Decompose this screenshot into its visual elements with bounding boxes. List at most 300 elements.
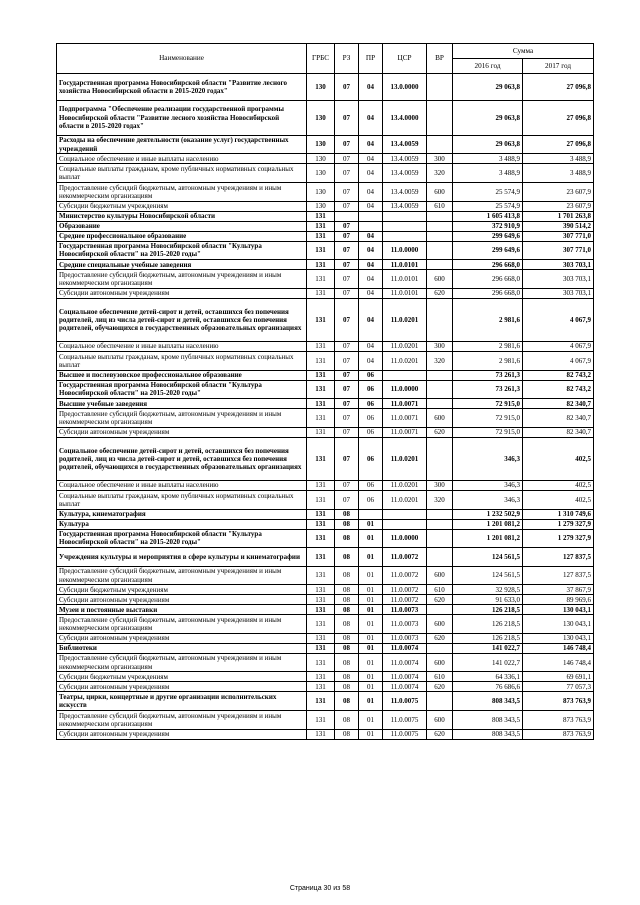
row-rz: 08	[335, 682, 359, 692]
row-name: Субсидии автономным учреждениям	[57, 682, 307, 692]
header-pr: ПР	[359, 44, 383, 74]
row-rz: 07	[335, 380, 359, 399]
row-pr: 04	[359, 341, 383, 351]
row-sum-2017: 27 096,8	[523, 100, 594, 135]
row-sum-2016: 141 022,7	[453, 653, 523, 672]
row-name: Субсидии бюджетным учреждениям	[57, 585, 307, 595]
row-pr	[359, 221, 383, 231]
table-row	[57, 270, 594, 289]
row-rz: 08	[335, 605, 359, 615]
row-grbs: 131	[307, 241, 335, 260]
table-row	[57, 615, 594, 634]
row-name: Высшее и послевузовское профессиональное образование	[57, 370, 307, 380]
row-sum-2017: 23 607,9	[523, 201, 594, 211]
row-sum-2016: 29 063,8	[453, 74, 523, 101]
row-name: Предоставление субсидий бюджетным, автономным учреждениям и иным некоммерческим организациям	[57, 653, 307, 672]
row-sum-2017: 4 067,9	[523, 351, 594, 370]
row-vr: 620	[427, 595, 453, 605]
table-row	[57, 480, 594, 490]
table-row	[57, 380, 594, 399]
table-row	[57, 100, 594, 135]
row-name: Социальные выплаты гражданам, кроме публичных нормативных социальных выплат	[57, 351, 307, 370]
row-sum-2017: 3 488,9	[523, 154, 594, 164]
row-vr	[427, 529, 453, 548]
row-sum-2016: 808 343,5	[453, 711, 523, 730]
table-row	[57, 711, 594, 730]
table-row	[57, 201, 594, 211]
row-vr: 610	[427, 585, 453, 595]
row-sum-2016: 1 232 502,9	[453, 509, 523, 519]
row-grbs: 130	[307, 164, 335, 183]
row-sum-2016: 72 915,0	[453, 399, 523, 409]
row-rz: 07	[335, 74, 359, 101]
row-sum-2016: 3 488,9	[453, 164, 523, 183]
row-rz: 07	[335, 201, 359, 211]
row-sum-2016: 29 063,8	[453, 100, 523, 135]
row-rz: 08	[335, 566, 359, 585]
row-pr: 01	[359, 529, 383, 548]
row-grbs: 131	[307, 370, 335, 380]
row-grbs: 131	[307, 529, 335, 548]
row-csr: 11.0.0073	[383, 615, 427, 634]
row-sum-2016: 126 218,5	[453, 615, 523, 634]
row-sum-2016: 76 686,6	[453, 682, 523, 692]
row-name: Предоставление субсидий бюджетным, автономным учреждениям и иным некоммерческим организациям	[57, 182, 307, 201]
row-sum-2017: 82 743,2	[523, 380, 594, 399]
row-sum-2017: 303 703,1	[523, 260, 594, 270]
row-sum-2016: 299 649,6	[453, 231, 523, 241]
table-row	[57, 154, 594, 164]
row-name: Подпрограмма "Обеспечение реализации государственной программы Новосибирской области "Развитие лесного хозяйства Новосибирской области в 2015-2020 годах"	[57, 100, 307, 135]
row-pr: 06	[359, 490, 383, 509]
row-sum-2016: 1 605 413,8	[453, 211, 523, 221]
budget-sheet	[56, 43, 593, 740]
table-row	[57, 633, 594, 643]
row-sum-2017: 390 514,2	[523, 221, 594, 231]
row-vr	[427, 260, 453, 270]
row-name: Культура	[57, 519, 307, 529]
table-row	[57, 288, 594, 298]
row-vr	[427, 74, 453, 101]
row-sum-2016: 1 201 081,2	[453, 529, 523, 548]
row-grbs: 131	[307, 672, 335, 682]
row-rz: 07	[335, 260, 359, 270]
row-sum-2016: 91 633,0	[453, 595, 523, 605]
row-rz: 07	[335, 480, 359, 490]
row-grbs: 131	[307, 682, 335, 692]
row-sum-2017: 4 067,9	[523, 298, 594, 341]
row-pr: 04	[359, 260, 383, 270]
row-rz: 07	[335, 341, 359, 351]
row-sum-2016: 124 561,5	[453, 548, 523, 567]
row-sum-2017: 130 043,1	[523, 615, 594, 634]
row-sum-2017: 303 703,1	[523, 288, 594, 298]
table-row	[57, 490, 594, 509]
row-rz: 07	[335, 182, 359, 201]
row-vr	[427, 509, 453, 519]
row-vr: 600	[427, 711, 453, 730]
row-rz: 08	[335, 692, 359, 711]
row-name: Социальное обеспечение детей-сирот и детей, оставшихся без попечения родителей, лиц из числа детей-сирот и детей, оставшихся без попечения родителей, обучающихся в государственных образовательных организациях	[57, 437, 307, 480]
row-csr	[383, 221, 427, 231]
row-vr: 600	[427, 566, 453, 585]
row-grbs: 131	[307, 519, 335, 529]
row-vr: 620	[427, 288, 453, 298]
row-sum-2016: 29 063,8	[453, 135, 523, 154]
row-csr: 13.4.0059	[383, 154, 427, 164]
row-rz: 08	[335, 585, 359, 595]
row-vr: 610	[427, 672, 453, 682]
row-vr: 320	[427, 490, 453, 509]
row-sum-2016: 2 981,6	[453, 351, 523, 370]
row-pr: 06	[359, 437, 383, 480]
row-name: Высшие учебные заведения	[57, 399, 307, 409]
row-sum-2016: 32 928,5	[453, 585, 523, 595]
row-vr: 620	[427, 729, 453, 739]
row-pr: 04	[359, 154, 383, 164]
row-sum-2016: 372 910,9	[453, 221, 523, 231]
table-row	[57, 351, 594, 370]
row-name: Учреждения культуры и мероприятия в сфере культуры и кинематографии	[57, 548, 307, 567]
row-pr: 04	[359, 351, 383, 370]
row-grbs: 130	[307, 182, 335, 201]
row-vr	[427, 380, 453, 399]
row-grbs: 131	[307, 231, 335, 241]
row-sum-2016: 124 561,5	[453, 566, 523, 585]
row-pr: 06	[359, 409, 383, 428]
page-number: Страница 30 из 58	[289, 885, 351, 892]
row-pr: 06	[359, 380, 383, 399]
table-row	[57, 164, 594, 183]
row-name: Социальное обеспечение и иные выплаты населению	[57, 341, 307, 351]
row-rz: 08	[335, 595, 359, 605]
row-pr: 04	[359, 201, 383, 211]
row-vr	[427, 437, 453, 480]
row-csr: 11.0.0000	[383, 380, 427, 399]
row-rz: 08	[335, 672, 359, 682]
row-name: Средние специальные учебные заведения	[57, 260, 307, 270]
row-sum-2017: 402,5	[523, 437, 594, 480]
row-vr: 600	[427, 270, 453, 289]
table-row	[57, 643, 594, 653]
row-grbs: 131	[307, 427, 335, 437]
row-csr: 11.0.0000	[383, 241, 427, 260]
row-rz: 08	[335, 509, 359, 519]
row-grbs: 131	[307, 615, 335, 634]
row-pr: 04	[359, 74, 383, 101]
header-rz: РЗ	[335, 44, 359, 74]
row-vr	[427, 100, 453, 135]
row-vr: 320	[427, 351, 453, 370]
row-vr: 620	[427, 427, 453, 437]
row-csr: 11.0.0073	[383, 633, 427, 643]
row-grbs: 131	[307, 211, 335, 221]
row-vr	[427, 231, 453, 241]
row-name: Государственная программа Новосибирской области "Культура Новосибирской области" на 2015-2020 годы"	[57, 241, 307, 260]
table-row	[57, 566, 594, 585]
row-csr: 11.0.0201	[383, 298, 427, 341]
row-vr: 300	[427, 154, 453, 164]
row-grbs: 130	[307, 201, 335, 211]
row-vr	[427, 135, 453, 154]
row-csr: 11.0.0071	[383, 427, 427, 437]
row-rz: 07	[335, 135, 359, 154]
row-pr: 01	[359, 653, 383, 672]
row-rz: 07	[335, 351, 359, 370]
row-rz: 08	[335, 519, 359, 529]
header-sum: Сумма	[453, 44, 594, 59]
row-rz: 08	[335, 548, 359, 567]
row-rz: 07	[335, 241, 359, 260]
table-row	[57, 519, 594, 529]
row-pr: 01	[359, 595, 383, 605]
row-csr: 11.0.0000	[383, 529, 427, 548]
row-rz: 07	[335, 221, 359, 231]
row-sum-2017: 1 279 327,9	[523, 529, 594, 548]
row-sum-2016: 2 981,6	[453, 341, 523, 351]
row-name: Образование	[57, 221, 307, 231]
row-sum-2016: 141 022,7	[453, 643, 523, 653]
row-sum-2017: 130 043,1	[523, 633, 594, 643]
table-row	[57, 341, 594, 351]
table-row	[57, 231, 594, 241]
row-csr: 11.0.0075	[383, 711, 427, 730]
row-grbs: 131	[307, 380, 335, 399]
table-row	[57, 605, 594, 615]
row-grbs: 131	[307, 692, 335, 711]
row-csr: 11.0.0072	[383, 566, 427, 585]
row-rz: 08	[335, 633, 359, 643]
row-sum-2016: 808 343,5	[453, 692, 523, 711]
row-csr: 11.0.0072	[383, 585, 427, 595]
row-sum-2017: 27 096,8	[523, 74, 594, 101]
row-sum-2016: 346,3	[453, 480, 523, 490]
row-sum-2016: 64 336,1	[453, 672, 523, 682]
row-pr: 01	[359, 615, 383, 634]
row-rz: 07	[335, 399, 359, 409]
row-rz: 08	[335, 711, 359, 730]
row-rz: 07	[335, 409, 359, 428]
row-name: Субсидии автономным учреждениям	[57, 427, 307, 437]
row-sum-2017: 127 837,5	[523, 548, 594, 567]
row-pr: 04	[359, 100, 383, 135]
row-grbs: 130	[307, 74, 335, 101]
table-row	[57, 298, 594, 341]
header-csr: ЦСР	[383, 44, 427, 74]
row-sum-2016: 1 201 081,2	[453, 519, 523, 529]
row-name: Субсидии автономным учреждениям	[57, 595, 307, 605]
row-grbs: 131	[307, 605, 335, 615]
row-csr	[383, 370, 427, 380]
row-vr	[427, 519, 453, 529]
row-sum-2017: 37 867,9	[523, 585, 594, 595]
row-grbs: 131	[307, 643, 335, 653]
row-csr: 11.0.0074	[383, 672, 427, 682]
row-sum-2017: 82 340,7	[523, 409, 594, 428]
row-sum-2016: 72 915,0	[453, 409, 523, 428]
row-csr: 11.0.0201	[383, 490, 427, 509]
table-row	[57, 399, 594, 409]
row-name: Государственная программа Новосибирской области "Развитие лесного хозяйства Новосибирской области в 2015-2020 годах"	[57, 74, 307, 101]
row-vr: 300	[427, 341, 453, 351]
row-rz	[335, 211, 359, 221]
row-rz: 07	[335, 100, 359, 135]
row-pr: 06	[359, 370, 383, 380]
row-csr	[383, 231, 427, 241]
row-vr: 620	[427, 682, 453, 692]
row-name: Театры, цирки, концертные и другие организации исполнительских искусств	[57, 692, 307, 711]
row-grbs: 131	[307, 711, 335, 730]
row-pr: 01	[359, 711, 383, 730]
row-grbs: 131	[307, 729, 335, 739]
row-csr: 11.0.0101	[383, 260, 427, 270]
header-name: Наименование	[57, 44, 307, 74]
row-rz: 07	[335, 270, 359, 289]
row-rz: 07	[335, 437, 359, 480]
row-vr	[427, 605, 453, 615]
row-name: Расходы на обеспечение деятельности (оказание услуг) государственных учреждений	[57, 135, 307, 154]
table-row	[57, 74, 594, 101]
row-sum-2016: 25 574,9	[453, 182, 523, 201]
row-csr: 11.0.0101	[383, 288, 427, 298]
table-row	[57, 241, 594, 260]
row-pr: 04	[359, 164, 383, 183]
row-sum-2016: 3 488,9	[453, 154, 523, 164]
row-csr: 13.4.0000	[383, 100, 427, 135]
row-grbs: 131	[307, 298, 335, 341]
table-row	[57, 729, 594, 739]
row-vr: 620	[427, 633, 453, 643]
row-csr: 11.0.0071	[383, 409, 427, 428]
table-row	[57, 211, 594, 221]
row-sum-2017: 307 771,0	[523, 241, 594, 260]
row-csr: 11.0.0201	[383, 480, 427, 490]
row-name: Субсидии автономным учреждениям	[57, 633, 307, 643]
row-vr	[427, 643, 453, 653]
row-sum-2017: 307 771,0	[523, 231, 594, 241]
row-name: Предоставление субсидий бюджетным, автономным учреждениям и иным некоммерческим организациям	[57, 711, 307, 730]
row-pr	[359, 509, 383, 519]
row-rz: 07	[335, 298, 359, 341]
row-rz: 08	[335, 653, 359, 672]
row-sum-2017: 873 763,9	[523, 711, 594, 730]
row-grbs: 131	[307, 260, 335, 270]
row-vr	[427, 211, 453, 221]
row-pr: 01	[359, 729, 383, 739]
row-csr	[383, 211, 427, 221]
row-sum-2017: 1 310 749,6	[523, 509, 594, 519]
row-sum-2016: 73 261,3	[453, 370, 523, 380]
row-rz: 07	[335, 288, 359, 298]
row-grbs: 131	[307, 399, 335, 409]
row-pr: 01	[359, 519, 383, 529]
row-csr: 11.0.0072	[383, 595, 427, 605]
row-vr	[427, 298, 453, 341]
row-csr: 11.0.0075	[383, 729, 427, 739]
table-row	[57, 370, 594, 380]
row-sum-2017: 130 043,1	[523, 605, 594, 615]
row-rz: 07	[335, 164, 359, 183]
header-grbs: ГРБС	[307, 44, 335, 74]
row-sum-2016: 126 218,5	[453, 605, 523, 615]
row-csr: 13.4.0059	[383, 164, 427, 183]
row-pr: 01	[359, 682, 383, 692]
row-sum-2017: 82 340,7	[523, 427, 594, 437]
row-grbs: 131	[307, 437, 335, 480]
row-pr: 04	[359, 288, 383, 298]
table-row	[57, 672, 594, 682]
row-sum-2016: 2 981,6	[453, 298, 523, 341]
row-sum-2017: 27 096,8	[523, 135, 594, 154]
row-grbs: 131	[307, 221, 335, 231]
row-csr: 11.0.0073	[383, 605, 427, 615]
row-csr: 11.0.0201	[383, 437, 427, 480]
row-name: Субсидии бюджетным учреждениям	[57, 672, 307, 682]
row-name: Социальные выплаты гражданам, кроме публичных нормативных социальных выплат	[57, 164, 307, 183]
table-row	[57, 692, 594, 711]
row-sum-2017: 873 763,9	[523, 692, 594, 711]
row-name: Социальные выплаты гражданам, кроме публичных нормативных социальных выплат	[57, 490, 307, 509]
row-csr: 13.4.0059	[383, 201, 427, 211]
budget-table	[56, 43, 594, 740]
row-rz: 07	[335, 427, 359, 437]
row-name: Среднее профессиональное образование	[57, 231, 307, 241]
row-rz: 07	[335, 370, 359, 380]
row-name: Социальное обеспечение детей-сирот и детей, оставшихся без попечения родителей, лиц из числа детей-сирот и детей, оставшихся без попечения родителей, обучающихся в государственных образовательных организациях	[57, 298, 307, 341]
row-csr: 11.0.0074	[383, 653, 427, 672]
table-row	[57, 653, 594, 672]
row-vr	[427, 692, 453, 711]
row-pr: 06	[359, 427, 383, 437]
row-vr: 320	[427, 164, 453, 183]
row-sum-2017: 402,5	[523, 480, 594, 490]
row-rz: 08	[335, 729, 359, 739]
row-csr: 11.0.0072	[383, 548, 427, 567]
row-name: Предоставление субсидий бюджетным, автономным учреждениям и иным некоммерческим организациям	[57, 270, 307, 289]
row-name: Государственная программа Новосибирской области "Культура Новосибирской области" на 2015-2020 годы"	[57, 380, 307, 399]
row-sum-2016: 808 343,5	[453, 729, 523, 739]
row-csr: 11.0.0071	[383, 399, 427, 409]
row-pr: 01	[359, 548, 383, 567]
row-name: Музеи и постоянные выставки	[57, 605, 307, 615]
row-rz: 07	[335, 231, 359, 241]
row-sum-2017: 77 057,3	[523, 682, 594, 692]
row-sum-2017: 146 748,4	[523, 643, 594, 653]
row-csr: 11.0.0074	[383, 682, 427, 692]
row-rz: 08	[335, 615, 359, 634]
row-sum-2016: 126 218,5	[453, 633, 523, 643]
row-vr	[427, 399, 453, 409]
row-pr: 01	[359, 633, 383, 643]
row-grbs: 131	[307, 351, 335, 370]
row-name: Предоставление субсидий бюджетным, автономным учреждениям и иным некоммерческим организациям	[57, 566, 307, 585]
table-row	[57, 595, 594, 605]
table-row	[57, 682, 594, 692]
row-sum-2017: 127 837,5	[523, 566, 594, 585]
row-csr: 13.4.0059	[383, 135, 427, 154]
row-name: Библиотеки	[57, 643, 307, 653]
row-sum-2017: 3 488,9	[523, 164, 594, 183]
row-csr: 11.0.0075	[383, 692, 427, 711]
row-vr	[427, 370, 453, 380]
row-rz: 08	[335, 529, 359, 548]
row-sum-2016: 296 668,0	[453, 288, 523, 298]
row-grbs: 130	[307, 135, 335, 154]
row-csr: 11.0.0201	[383, 341, 427, 351]
row-sum-2017: 402,5	[523, 490, 594, 509]
row-pr: 04	[359, 231, 383, 241]
header-year-2016: 2016 год	[453, 59, 523, 74]
